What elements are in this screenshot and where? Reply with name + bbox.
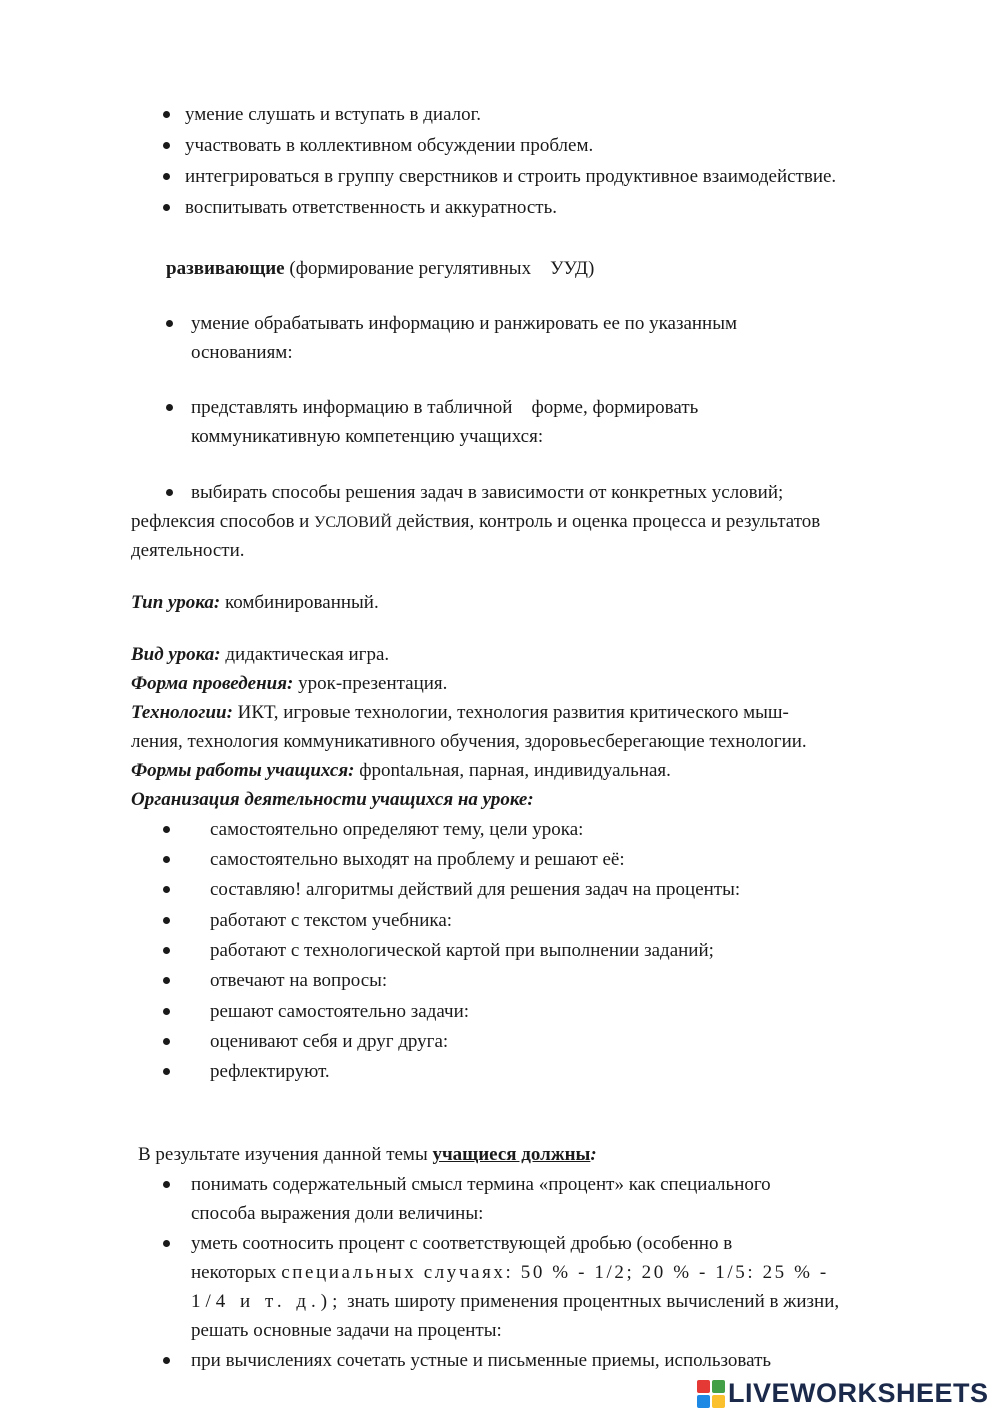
list-item: решают самостоятельно задачи:	[210, 1001, 470, 1022]
value: урок-презентация.	[293, 673, 448, 694]
label: Формы работы учащихся:	[131, 760, 355, 781]
list-item: уметь соотносить процент с соответствующей дробью (особенно в	[191, 1233, 733, 1254]
bullet	[163, 886, 170, 893]
text-span-caps: УСЛОВИЙ	[314, 514, 392, 531]
value: дидактическая игра.	[220, 644, 390, 665]
list-item-continuation: коммуникативную компетенцию учащихся:	[191, 426, 544, 447]
label: Вид урока:	[131, 644, 221, 665]
colon: :	[590, 1144, 597, 1165]
label: Технологии:	[131, 702, 233, 723]
lesson-kind	[131, 640, 389, 669]
list-item: рефлектируют.	[210, 1061, 330, 1082]
list-item: участвовать в коллективном обсуждении проблем.	[185, 135, 594, 156]
list-item-continuation	[191, 1258, 829, 1287]
label: Форма проведения:	[131, 673, 294, 694]
label: Организация деятельности учащихся на уроке:	[131, 789, 534, 810]
text-span: знать широту применения процентных вычислений в жизни,	[342, 1291, 840, 1312]
text-span: действия, контроль и оценка процесса и результатов	[391, 511, 821, 532]
bullet	[163, 1068, 170, 1075]
bullet	[163, 826, 170, 833]
value: комбинированный.	[220, 592, 379, 613]
text-span: В результате изучения данной темы	[138, 1144, 433, 1165]
list-item: умение слушать и вступать в диалог.	[185, 104, 482, 125]
developing-heading-rest: (формирование регулятивных УУД)	[284, 258, 595, 279]
text-span: некоторых	[191, 1262, 282, 1283]
bullet	[163, 173, 170, 180]
liveworksheets-mark-icon	[696, 1379, 726, 1409]
list-item: выбирать способы решения задач в зависимости от конкретных условий;	[191, 482, 784, 503]
list-item: самостоятельно определяют тему, цели урока:	[210, 819, 584, 840]
list-item: интегрироваться в группу сверстников и строить продуктивное взаимодействие.	[185, 166, 837, 187]
list-item: самостоятельно выходят на проблему и решают её:	[210, 849, 625, 870]
list-item: представлять информацию в табличной форме, формировать	[191, 397, 699, 418]
logo-text: LIVEWORKSHEETS	[728, 1378, 989, 1408]
bullet	[163, 947, 170, 954]
list-item: составляю! алгоритмы действий для решения задач на проценты:	[210, 879, 741, 900]
label: Тип урока:	[131, 592, 221, 613]
list-item-continuation: решать основные задачи на проценты:	[191, 1320, 502, 1341]
list-item: умение обрабатывать информацию и ранжировать ее по указанным	[191, 313, 738, 334]
bullet	[166, 320, 173, 327]
students-must: учащиеся должны	[432, 1144, 591, 1165]
bullet	[163, 1357, 170, 1364]
text-span-spaced: специальных случаях: 50 % - 1/2; 20 % - 1/5: 25 % -	[281, 1262, 829, 1283]
list-item-continuation: способа выражения доли величины:	[191, 1203, 484, 1224]
lesson-technologies-continuation: ления, технология коммуникативного обучения, здоровьесберегающие технологии.	[131, 731, 807, 752]
value: фрontальная, парная, индивидуальная.	[354, 760, 671, 781]
bullet	[163, 1181, 170, 1188]
developing-heading-bold: развивающие	[166, 258, 285, 279]
list-item: оценивают себя и друг друга:	[210, 1031, 449, 1052]
bullet	[163, 1038, 170, 1045]
bullet	[166, 489, 173, 496]
list-item: при вычислениях сочетать устные и письменные приемы, использовать	[191, 1350, 772, 1371]
list-item-continuation	[131, 507, 820, 537]
list-item: понимать содержательный смысл термина «процент» как специального	[191, 1174, 771, 1195]
list-item: работают с текстом учебника:	[210, 910, 453, 931]
lesson-work-forms	[131, 756, 671, 785]
bullet	[163, 1240, 170, 1247]
liveworksheets-logo	[696, 1378, 989, 1408]
lesson-form	[131, 669, 447, 698]
list-item-continuation: деятельности.	[131, 540, 245, 561]
text-span-spaced: 1/4 и т. д.);	[191, 1291, 343, 1312]
value: ИКТ, игровые технологии, технология развития критического мыш-	[232, 702, 789, 723]
list-item: воспитывать ответственность и аккуратность.	[185, 197, 557, 218]
results-intro	[138, 1140, 597, 1169]
developing-heading	[166, 254, 594, 283]
bullet	[166, 404, 173, 411]
lesson-organization	[131, 785, 534, 814]
list-item: работают с технологической картой при выполнении заданий;	[210, 940, 714, 961]
bullet	[163, 977, 170, 984]
list-item-continuation	[191, 1287, 839, 1316]
bullet	[163, 917, 170, 924]
bullet	[163, 1008, 170, 1015]
bullet	[163, 856, 170, 863]
bullet	[163, 142, 170, 149]
list-item: отвечают на вопросы:	[210, 970, 388, 991]
bullet	[163, 111, 170, 118]
text-span: рефлексия способов и	[131, 511, 315, 532]
lesson-technologies	[131, 698, 789, 727]
bullet	[163, 204, 170, 211]
list-item-continuation: основаниям:	[191, 342, 293, 363]
lesson-type	[131, 588, 379, 617]
